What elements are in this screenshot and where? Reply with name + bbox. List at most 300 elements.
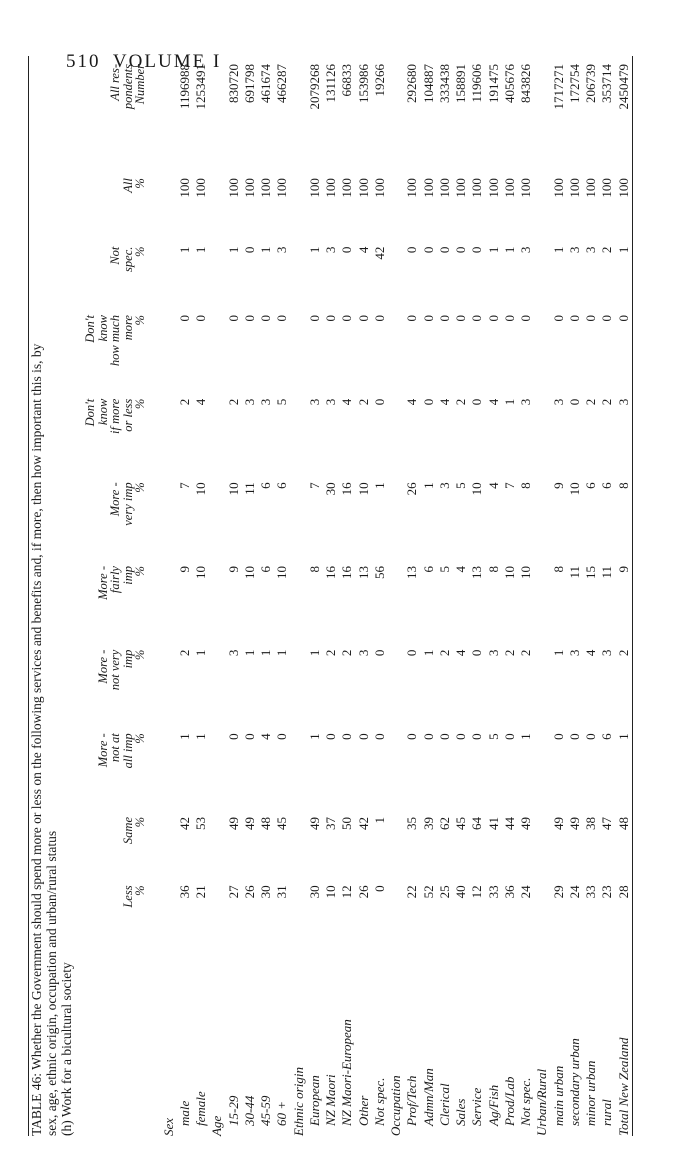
table-cell: 830720 <box>225 64 241 103</box>
table-row <box>372 56 388 1136</box>
table-cell: 15 <box>583 566 598 580</box>
table-cell: 4 <box>193 398 208 406</box>
table-cell: 0 <box>176 315 192 322</box>
table-cell: 3 <box>323 246 338 254</box>
column-header-line: imp <box>120 566 135 585</box>
page-number: 510 <box>66 51 101 72</box>
row-label: Not spec. <box>371 1077 387 1126</box>
table-cell: 38 <box>583 816 598 830</box>
table-cell: 3 <box>583 246 598 254</box>
table-cell: 12 <box>339 885 355 899</box>
table-cell: 10 <box>355 482 371 496</box>
column-header-line: More - <box>95 566 110 600</box>
table-cell: 100 <box>241 178 257 198</box>
table-cell: 0 <box>420 733 436 740</box>
table-cell: 0 <box>404 649 420 657</box>
group-header-row <box>291 56 307 1136</box>
table-cell: 0 <box>615 315 631 322</box>
column-unit: % <box>133 315 147 326</box>
table-cell: 1 <box>550 246 566 254</box>
table-row <box>421 56 437 1136</box>
table-cell: 4 <box>485 482 501 489</box>
table-row <box>193 56 209 1136</box>
table-cell: 100 <box>485 178 501 198</box>
table-cell: 21 <box>193 885 208 899</box>
table-cell: 0 <box>339 315 355 322</box>
table-cell: 1 <box>371 482 387 489</box>
column-unit: % <box>133 482 147 493</box>
table-cell: 44 <box>501 816 517 830</box>
table-cell: 0 <box>323 733 338 740</box>
table-cell: 1 <box>241 649 257 657</box>
table-cell: 461674 <box>258 64 273 103</box>
column-header <box>78 474 155 558</box>
column-header-line: All res- <box>108 64 122 101</box>
table-cell: 5 <box>436 566 452 573</box>
table-cell: 4 <box>485 398 501 406</box>
table-cell: 1253491 <box>193 64 208 110</box>
table-cell: 23 <box>599 885 615 899</box>
table-cell: 1 <box>501 398 517 406</box>
column-header-line: or less <box>120 398 135 432</box>
table-cell: 1 <box>306 649 322 657</box>
table-cell: 3 <box>225 649 241 657</box>
table-cell: 42 <box>371 246 387 260</box>
table-cell: 11 <box>599 566 615 579</box>
table-cell: 27 <box>225 885 241 899</box>
table-cell: 42 <box>355 816 371 830</box>
volume-title: VOLUME I <box>112 51 222 72</box>
table-row <box>518 56 534 1136</box>
table-row <box>551 56 567 1136</box>
table-cell: 45 <box>453 816 468 830</box>
row-label: 45-59 <box>258 1095 273 1126</box>
table-cell: 3 <box>550 398 566 406</box>
column-header-line: Don't <box>83 398 97 427</box>
table-cell: 49 <box>241 816 257 830</box>
table-cell: 4 <box>583 649 598 657</box>
table-cell: 3 <box>355 649 371 657</box>
table-cell: 0 <box>371 649 387 657</box>
group-header-row <box>388 56 404 1136</box>
column-header <box>78 877 155 945</box>
table-cell: 6 <box>599 733 615 740</box>
table-cell: 2 <box>615 649 631 657</box>
row-label: minor urban <box>583 1060 598 1126</box>
table-cell: 100 <box>566 178 582 198</box>
column-header <box>78 56 155 170</box>
table-cell: 31 <box>274 885 290 899</box>
table-cell: 6 <box>599 482 615 489</box>
table-cell: 0 <box>420 398 436 406</box>
table-cell: 2450479 <box>615 64 631 110</box>
table-cell: 1 <box>306 733 322 740</box>
table-cell: 1 <box>274 649 290 657</box>
table-cell: 48 <box>615 816 631 830</box>
table-cell: 8 <box>615 482 631 489</box>
caption-line-2: sex, age, ethnic origin, occupation and urban/rural status <box>44 830 59 1136</box>
row-label: Urban/Rural <box>534 1068 550 1136</box>
table-body <box>155 56 632 1136</box>
table-cell: 0 <box>469 649 485 657</box>
table-cell: 4 <box>339 398 355 406</box>
table-cell: 28 <box>615 885 631 899</box>
header-blank <box>78 946 155 1136</box>
table-cell: 25 <box>436 885 452 899</box>
data-table <box>78 56 632 1136</box>
table-cell: 42 <box>176 816 192 830</box>
column-unit: % <box>133 816 147 828</box>
table-cell: 5 <box>274 398 290 406</box>
column-header-line: Don't <box>83 315 97 343</box>
table-cell: 9 <box>225 566 241 573</box>
table-cell: 131126 <box>323 64 338 103</box>
table-cell: 16 <box>339 482 355 496</box>
table-cell: 10 <box>518 566 533 580</box>
table-cell: 2 <box>501 649 517 657</box>
table-cell: 0 <box>436 733 452 740</box>
table-cell: 10 <box>501 566 517 580</box>
column-header-line: More - <box>108 482 122 517</box>
table-cell: 0 <box>274 733 290 740</box>
table-cell: 2079268 <box>306 64 322 110</box>
table-cell: 0 <box>469 246 485 254</box>
table-cell: 0 <box>550 733 566 740</box>
table-row <box>226 56 242 1136</box>
table-cell: 405676 <box>501 64 517 103</box>
column-header-line: More - <box>95 649 110 684</box>
table-cell: 206739 <box>583 64 598 103</box>
table-cell: 100 <box>323 178 338 198</box>
table-cell: 172754 <box>566 64 582 103</box>
caption-line-3: (h) Work for a bicultural society <box>59 962 74 1136</box>
column-unit: % <box>133 566 147 577</box>
table-cell: 56 <box>371 566 387 580</box>
table-cell: 191475 <box>485 64 501 103</box>
table-row <box>469 56 485 1136</box>
table-row <box>404 56 420 1136</box>
row-label: European <box>306 1075 322 1126</box>
table-cell: 100 <box>518 178 533 198</box>
table-cell: 100 <box>225 178 241 198</box>
table-cell: 333438 <box>436 64 452 103</box>
table-cell: 53 <box>193 816 208 830</box>
column-header-line: All <box>120 178 135 193</box>
column-header <box>78 239 155 307</box>
table-cell: 100 <box>501 178 517 198</box>
table-cell: 1 <box>501 246 517 254</box>
table-cell: 49 <box>306 816 322 830</box>
table-cell: 0 <box>193 315 208 322</box>
table-cell: 0 <box>599 315 615 322</box>
table-cell: 66833 <box>339 64 355 97</box>
table-cell: 1196988 <box>176 64 192 110</box>
table-cell: 0 <box>258 315 273 322</box>
table-cell: 48 <box>258 816 273 830</box>
table-cell: 100 <box>258 178 273 198</box>
table-cell: 0 <box>371 315 387 322</box>
table-cell: 1 <box>306 246 322 254</box>
table-cell: 26 <box>241 885 257 899</box>
table-cell: 49 <box>566 816 582 830</box>
column-header-line: more <box>120 315 135 341</box>
table-cell: 158891 <box>453 64 468 103</box>
table-cell: 36 <box>501 885 517 899</box>
table-cell: 52 <box>420 885 436 899</box>
table-cell: 0 <box>436 315 452 322</box>
table-cell: 2 <box>355 398 371 406</box>
column-header-line: know <box>95 315 110 342</box>
table-cell: 4 <box>453 649 468 657</box>
table-cell: 29 <box>550 885 566 899</box>
table-cell: 100 <box>404 178 420 198</box>
table-cell: 3 <box>615 398 631 406</box>
table-row <box>307 56 323 1136</box>
table-cell: 100 <box>355 178 371 198</box>
total-row <box>616 56 632 1136</box>
row-label: Admn/Man <box>420 1068 436 1126</box>
table-cell: 26 <box>404 482 420 496</box>
row-label: Clerical <box>436 1083 452 1126</box>
row-label: main urban <box>550 1065 566 1126</box>
table-cell: 39 <box>420 816 436 830</box>
column-header-line: how much <box>108 315 122 367</box>
table-cell: 10 <box>241 566 257 580</box>
table-row <box>356 56 372 1136</box>
table-row <box>567 56 583 1136</box>
table-header <box>78 56 155 1136</box>
table-cell: 2 <box>453 398 468 406</box>
table-cell: 292680 <box>404 64 420 103</box>
bottom-rule <box>632 56 633 1136</box>
table-cell: 41 <box>485 816 501 830</box>
table-cell: 0 <box>420 246 436 254</box>
table-cell: 47 <box>599 816 615 830</box>
table-cell: 0 <box>241 733 257 740</box>
table-cell: 0 <box>371 733 387 740</box>
table-cell: 2 <box>436 649 452 657</box>
table-cell: 4 <box>436 398 452 406</box>
table-cell: 3 <box>436 482 452 489</box>
table-cell: 13 <box>469 566 485 580</box>
row-label: Occupation <box>388 1075 403 1136</box>
table-cell: 0 <box>469 315 485 322</box>
row-label: male <box>176 1100 192 1126</box>
table-cell: 100 <box>420 178 436 198</box>
column-unit: Number <box>133 64 147 105</box>
group-header-row <box>534 56 550 1136</box>
column-unit: % <box>133 885 147 896</box>
table-cell: 7 <box>501 482 517 489</box>
column-header <box>78 809 155 877</box>
table-cell: 12 <box>469 885 485 899</box>
table-cell: 353714 <box>599 64 615 103</box>
table-cell: 10 <box>193 566 208 580</box>
table-cell: 0 <box>241 246 257 254</box>
table-cell: 0 <box>469 733 485 740</box>
row-label: Prod/Lab <box>501 1076 517 1126</box>
table-cell: 1 <box>258 246 273 254</box>
column-unit: % <box>133 246 147 258</box>
table-cell: 0 <box>404 246 420 254</box>
table-cell: 0 <box>225 315 241 322</box>
table-cell: 50 <box>339 816 355 830</box>
table-cell: 0 <box>453 733 468 740</box>
table-cell: 1 <box>550 649 566 657</box>
table-row <box>339 56 355 1136</box>
column-header-line: imp <box>120 649 135 669</box>
table-cell: 1 <box>420 482 436 489</box>
header-row <box>78 56 155 1136</box>
row-label: Other <box>355 1095 371 1126</box>
table-cell: 3 <box>518 246 533 254</box>
table-cell: 691798 <box>241 64 257 103</box>
column-header-line: know <box>95 398 110 426</box>
column-header <box>78 391 155 475</box>
table-cell: 0 <box>355 315 371 322</box>
table-cell: 6 <box>258 482 273 489</box>
table-cell: 2 <box>176 398 192 406</box>
table-cell: 3 <box>518 398 533 406</box>
table-cell: 4 <box>404 398 420 406</box>
table-row <box>453 56 469 1136</box>
row-label: NZ Maori <box>323 1074 338 1126</box>
table-cell: 1 <box>193 246 208 254</box>
table-cell: 0 <box>339 246 355 254</box>
row-label: Service <box>469 1087 485 1126</box>
table-cell: 9 <box>550 482 566 489</box>
table-cell: 3 <box>323 398 338 406</box>
table-cell: 2 <box>583 398 598 406</box>
table-cell: 100 <box>274 178 290 198</box>
table-cell: 466287 <box>274 64 290 103</box>
column-header <box>78 170 155 238</box>
table-cell: 8 <box>550 566 566 573</box>
table-row <box>486 56 502 1136</box>
table-cell: 6 <box>258 566 273 573</box>
table-cell: 24 <box>566 885 582 899</box>
table-cell: 8 <box>306 566 322 573</box>
rotated-table-block <box>28 56 631 1136</box>
table-cell: 2 <box>339 649 355 657</box>
table-cell: 0 <box>274 315 290 322</box>
column-header-line: Same <box>120 816 135 845</box>
caption-line-1: TABLE 46: Whether the Government should spend more or less on the following services and benefits and, if more, then how important this is, by <box>29 343 44 1136</box>
table-cell: 100 <box>176 178 192 198</box>
table-cell: 100 <box>193 178 208 198</box>
table-cell: 16 <box>323 566 338 580</box>
column-header <box>78 642 155 726</box>
table-cell: 2 <box>599 398 615 406</box>
table-cell: 2 <box>599 246 615 254</box>
table-cell: 0 <box>371 885 387 892</box>
table-cell: 8 <box>485 566 501 573</box>
table-cell: 49 <box>518 816 533 830</box>
table-cell: 843826 <box>518 64 533 103</box>
table-cell: 6 <box>274 482 290 489</box>
table-cell: 0 <box>501 733 517 740</box>
group-header-row <box>209 56 225 1136</box>
table-cell: 3 <box>485 649 501 657</box>
table-cell: 0 <box>339 733 355 740</box>
table-cell: 33 <box>485 885 501 899</box>
table-cell: 0 <box>501 315 517 322</box>
table-cell: 2 <box>225 398 241 406</box>
row-label: female <box>193 1091 208 1126</box>
row-label: NZ Maori-European <box>339 1019 355 1126</box>
column-header-line: not very <box>108 649 122 691</box>
row-label: Sex <box>160 1117 176 1136</box>
table-row <box>274 56 290 1136</box>
table-cell: 1 <box>485 246 501 254</box>
row-label: Not spec. <box>518 1077 533 1126</box>
table-cell: 6 <box>420 566 436 573</box>
table-cell: 2 <box>176 649 192 657</box>
table-cell: 0 <box>566 315 582 322</box>
table-cell: 5 <box>485 733 501 740</box>
column-header <box>78 725 155 809</box>
row-label: 60 + <box>274 1100 290 1126</box>
table-cell: 62 <box>436 816 452 830</box>
table-cell: 0 <box>583 733 598 740</box>
table-cell: 0 <box>566 398 582 406</box>
table-cell: 0 <box>453 246 468 254</box>
row-label: secondary urban <box>566 1038 582 1126</box>
table-cell: 0 <box>453 315 468 322</box>
table-cell: 3 <box>566 649 582 657</box>
table-cell: 100 <box>371 178 387 198</box>
table-cell: 0 <box>436 246 452 254</box>
column-unit: % <box>133 398 147 410</box>
table-cell: 100 <box>306 178 322 198</box>
column-header-line: Less <box>120 885 135 908</box>
table-caption <box>29 56 74 1136</box>
table-cell: 153986 <box>355 64 371 103</box>
table-cell: 3 <box>566 246 582 254</box>
table-cell: 7 <box>306 482 322 489</box>
column-header-line: spec. <box>120 246 135 272</box>
table-cell: 0 <box>404 733 420 740</box>
table-cell: 0 <box>404 315 420 322</box>
table-cell: 40 <box>453 885 468 899</box>
table-cell: 1717271 <box>550 64 566 110</box>
table-cell: 3 <box>599 649 615 657</box>
table-row <box>258 56 274 1136</box>
table-cell: 3 <box>274 246 290 254</box>
table-cell: 3 <box>241 398 257 406</box>
table-cell: 100 <box>599 178 615 198</box>
table-cell: 1 <box>193 649 208 657</box>
table-cell: 22 <box>404 885 420 899</box>
table-cell: 100 <box>339 178 355 198</box>
table-cell: 4 <box>258 733 273 740</box>
table-cell: 0 <box>518 315 533 322</box>
table-cell: 10 <box>274 566 290 580</box>
table-cell: 6 <box>583 482 598 489</box>
table-cell: 1 <box>518 733 533 740</box>
table-cell: 33 <box>583 885 598 899</box>
table-row <box>177 56 193 1136</box>
table-cell: 24 <box>518 885 533 899</box>
table-cell: 0 <box>550 315 566 322</box>
row-label: Ag/Fish <box>485 1084 501 1126</box>
column-header-line: if more <box>108 398 122 434</box>
table-cell: 0 <box>485 315 501 322</box>
column-header <box>78 307 155 391</box>
column-header-line: pondents <box>120 64 135 110</box>
table-cell: 1 <box>176 733 192 740</box>
table-row <box>583 56 599 1136</box>
